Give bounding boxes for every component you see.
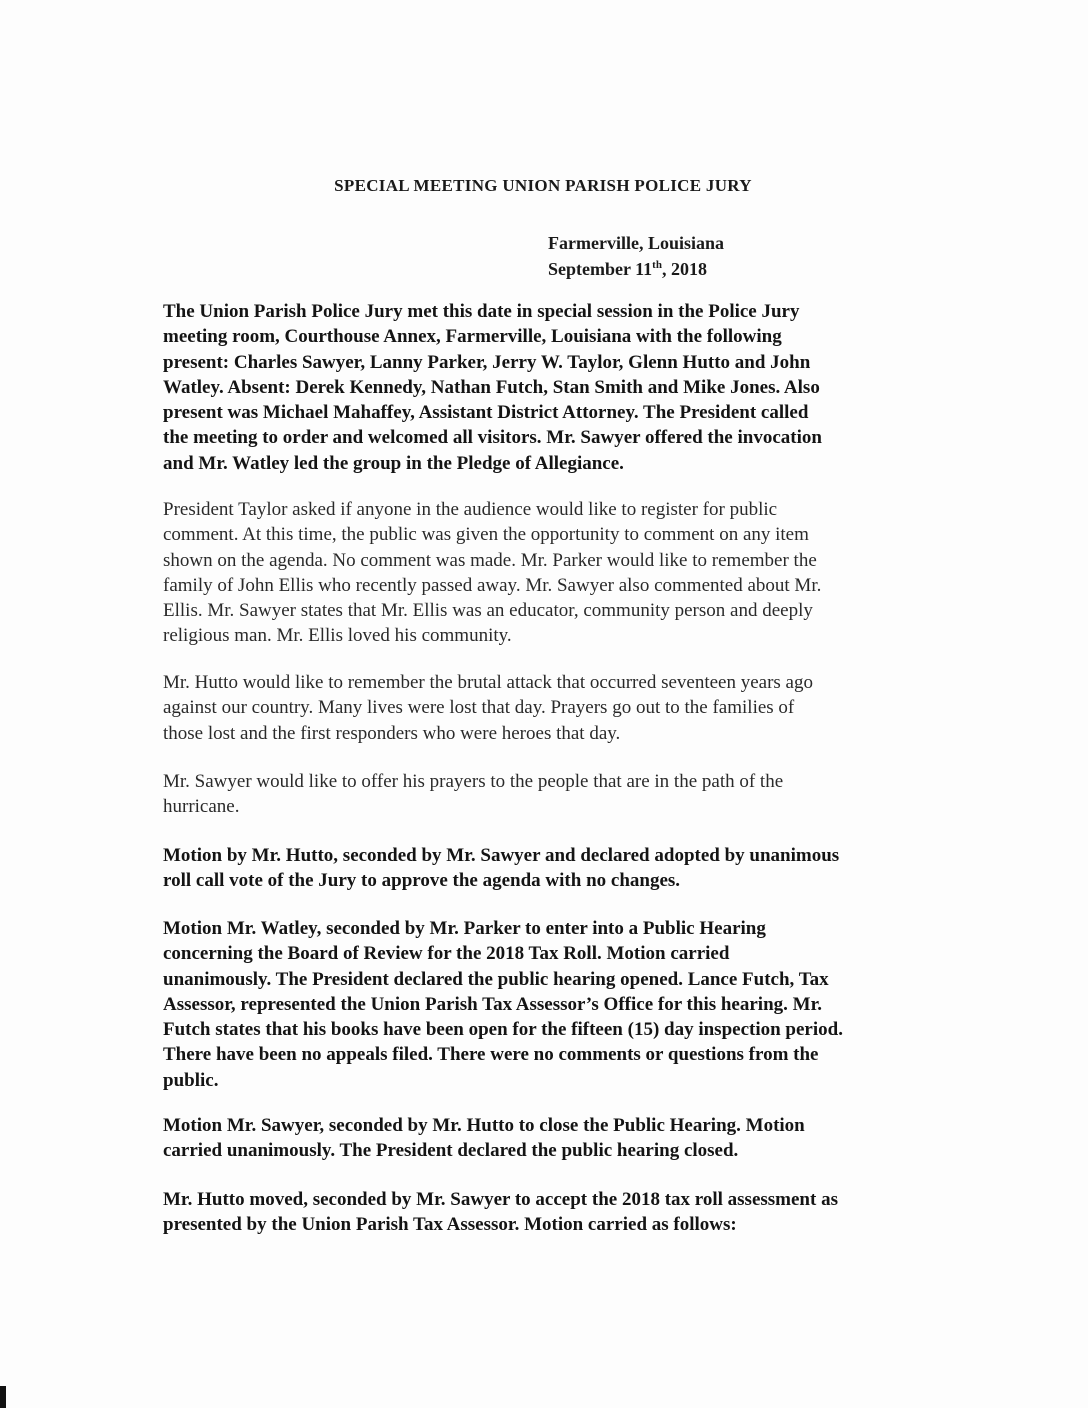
paragraph-line: presented by the Union Parish Tax Assessor. Motion carried as follows: — [163, 1214, 737, 1236]
paragraph-line: against our country. Many lives were lost that day. Prayers go out to the families of — [163, 697, 795, 719]
paragraph-line: Mr. Sawyer would like to offer his prayers to the people that are in the path of the — [163, 771, 784, 792]
paragraph-line: hurricane. — [163, 796, 240, 818]
scan-edge-mark — [0, 1386, 6, 1408]
paragraph-line: the meeting to order and welcomed all visitors. Mr. Sawyer offered the invocation — [163, 427, 822, 449]
paragraph-public-comment — [163, 497, 931, 649]
paragraph-hurricane — [163, 769, 931, 820]
paragraph-public-hearing-open — [163, 916, 931, 1093]
document-title-text: SPECIAL MEETING UNION PARISH POLICE JURY — [334, 176, 752, 195]
meeting-location: Farmerville, Louisiana — [548, 233, 724, 253]
paragraph-line: those lost and the first responders who were heroes that day. — [163, 722, 621, 744]
paragraph-line: Motion Mr. Watley, seconded by Mr. Parker to enter into a Public Hearing — [163, 918, 766, 939]
meeting-date — [548, 256, 724, 282]
meeting-date-year: , 2018 — [661, 259, 707, 279]
paragraph-line: President Taylor asked if anyone in the audience would like to register for public — [163, 499, 778, 520]
meeting-date-day: September 11 — [548, 259, 653, 279]
paragraph-line: Motion by Mr. Hutto, seconded by Mr. Sawyer and declared adopted by unanimous — [163, 845, 840, 866]
document-title — [0, 176, 1088, 196]
paragraph-line: Futch states that his books have been open for the fifteen (15) day inspection period. — [163, 1019, 843, 1041]
paragraph-line: There have been no appeals filed. There were no comments or questions from the — [163, 1044, 819, 1066]
paragraph-line: Assessor, represented the Union Parish Tax Assessor’s Office for this hearing. Mr. — [163, 993, 823, 1015]
paragraph-line: carried unanimously. The President declared the public hearing closed. — [163, 1140, 739, 1162]
paragraph-line: present was Michael Mahaffey, Assistant District Attorney. The President called — [163, 402, 809, 424]
paragraph-line: family of John Ellis who recently passed away. Mr. Sawyer also commented about Mr. — [163, 574, 822, 596]
paragraph-line: public. — [163, 1069, 219, 1091]
paragraph-line: concerning the Board of Review for the 2018 Tax Roll. Motion carried — [163, 943, 730, 965]
paragraph-line: Motion Mr. Sawyer, seconded by Mr. Hutto to close the Public Hearing. Motion — [163, 1115, 805, 1136]
paragraph-line: shown on the agenda. No comment was made. Mr. Parker would like to remember the — [163, 549, 817, 571]
paragraph-line: present: Charles Sawyer, Lanny Parker, Jerry W. Taylor, Glenn Hutto and John — [163, 351, 811, 373]
location-date-block — [548, 230, 724, 282]
paragraph-line: Mr. Hutto moved, seconded by Mr. Sawyer to accept the 2018 tax roll assessment as — [163, 1189, 838, 1210]
paragraph-line: comment. At this time, the public was given the opportunity to comment on any item — [163, 524, 809, 546]
paragraph-line: roll call vote of the Jury to approve the agenda with no changes. — [163, 870, 681, 892]
paragraph-remembrance — [163, 670, 931, 746]
paragraph-line: religious man. Mr. Ellis loved his community. — [163, 625, 512, 647]
meeting-date-ordinal: th — [652, 259, 662, 271]
paragraph-line: meeting room, Courthouse Annex, Farmerville, Louisiana with the following — [163, 326, 782, 348]
paragraph-line: unanimously. The President declared the public hearing opened. Lance Futch, Tax — [163, 968, 829, 990]
paragraph-line: Mr. Hutto would like to remember the brutal attack that occurred seventeen years ago — [163, 672, 813, 693]
paragraph-opening — [163, 299, 931, 476]
paragraph-line: Ellis. Mr. Sawyer states that Mr. Ellis was an educator, community person and deeply — [163, 600, 813, 622]
paragraph-public-hearing-close — [163, 1113, 931, 1164]
paragraph-line: and Mr. Watley led the group in the Pledge of Allegiance. — [163, 452, 624, 474]
paragraph-line: The Union Parish Police Jury met this date in special session in the Police Jury — [163, 301, 800, 322]
paragraph-agenda-motion — [163, 843, 931, 894]
paragraph-line: Watley. Absent: Derek Kennedy, Nathan Futch, Stan Smith and Mike Jones. Also — [163, 376, 820, 398]
paragraph-tax-roll-motion — [163, 1187, 931, 1238]
